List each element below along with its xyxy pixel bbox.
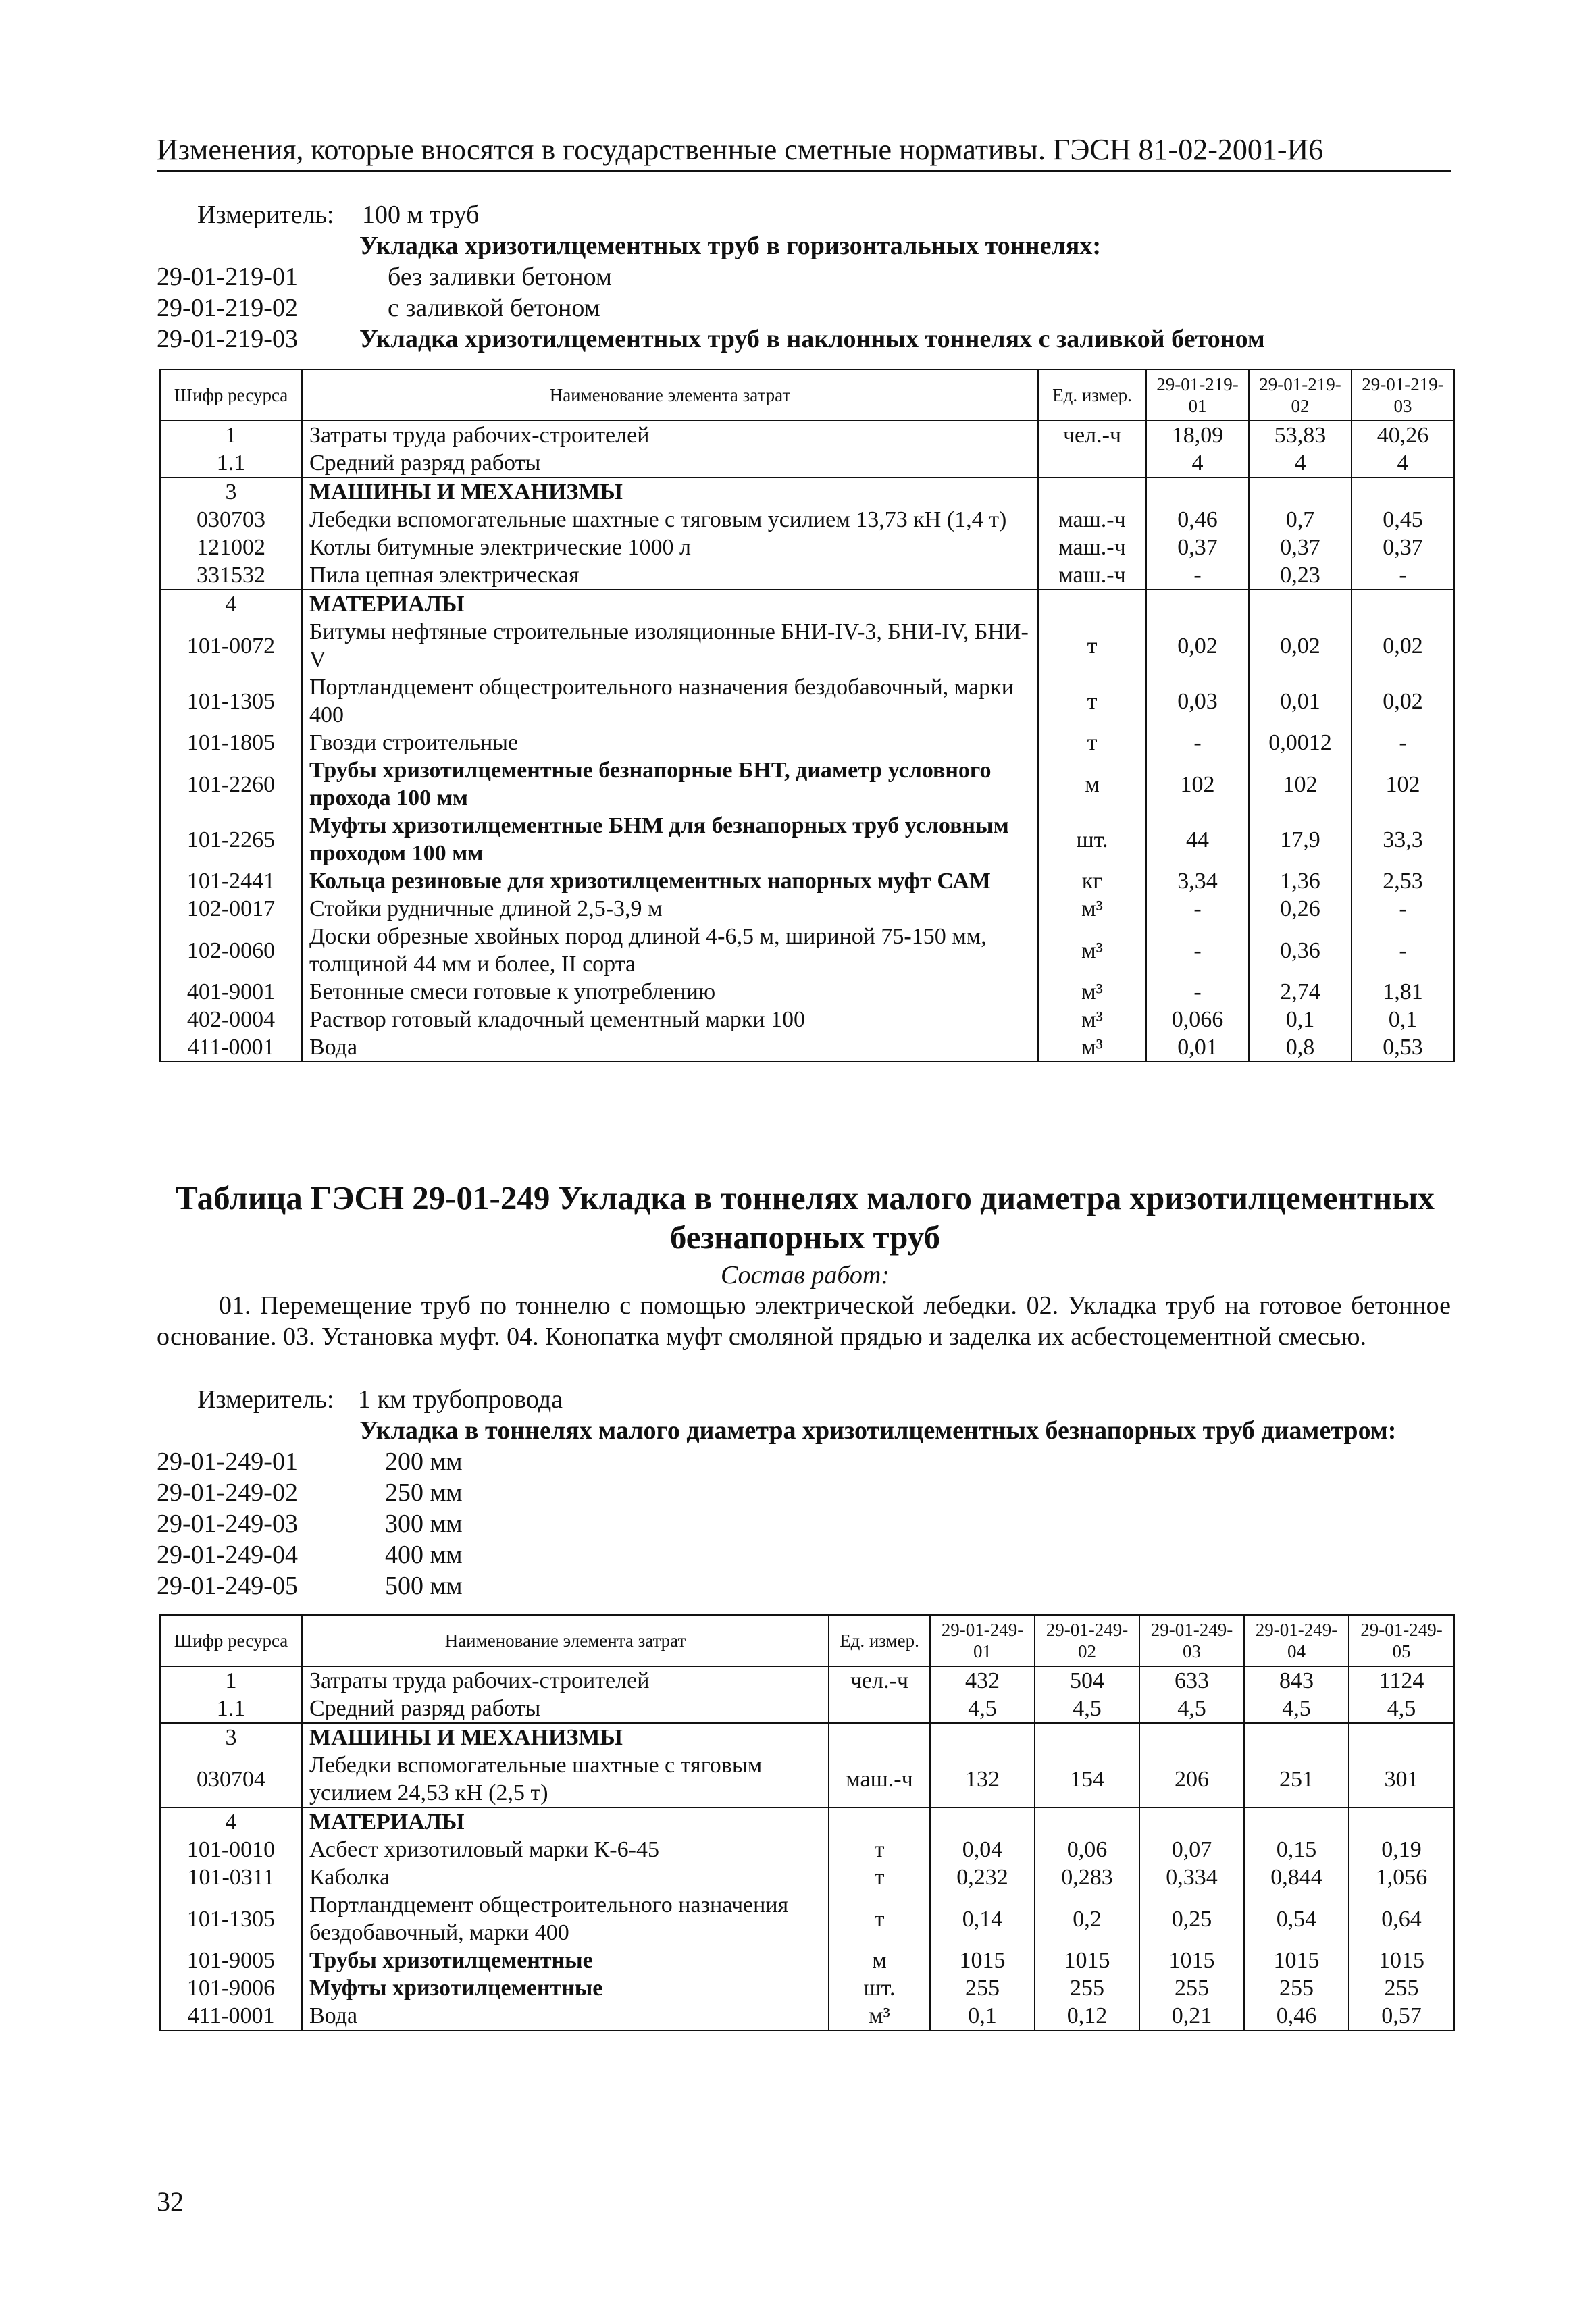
value-cell: 1,056 [1349, 1863, 1454, 1891]
value-cell: 1015 [930, 1947, 1035, 1974]
code-249-03: 29-01-249-03 [157, 1510, 298, 1538]
code-219-02-text: с заливкой бетоном [388, 294, 600, 322]
resource-table-219 [159, 369, 1455, 1062]
value-cell: 0,46 [1244, 2002, 1349, 2030]
unit-cell: м³ [1038, 923, 1146, 978]
resource-code-cell: 101-2260 [160, 756, 302, 812]
value-cell: 0,8 [1249, 1033, 1352, 1062]
value-cell [1139, 1807, 1244, 1836]
resource-code-cell: 101-9005 [160, 1947, 302, 1974]
code-249-04-text: 400 мм [385, 1541, 463, 1569]
value-cell [1139, 1723, 1244, 1751]
resource-code-cell: 101-9006 [160, 1974, 302, 2002]
unit-cell: чел.-ч [1038, 421, 1146, 449]
resource-code-cell: 101-1805 [160, 729, 302, 756]
code-249-02-text: 250 мм [385, 1479, 463, 1507]
value-cell: 0,02 [1352, 673, 1454, 729]
unit-cell: т [1038, 673, 1146, 729]
resource-code-cell: 401-9001 [160, 978, 302, 1006]
code-249-02: 29-01-249-02 [157, 1479, 298, 1507]
resource-name-cell: Затраты труда рабочих-строителей [302, 1666, 829, 1695]
resource-code-cell: 102-0017 [160, 895, 302, 923]
table-row [160, 1006, 1454, 1033]
table-row [160, 1863, 1454, 1891]
value-cell: 843 [1244, 1666, 1349, 1695]
value-cell: 0,37 [1249, 534, 1352, 561]
unit-cell [1038, 478, 1146, 506]
value-cell: 4 [1352, 449, 1454, 478]
resource-code-cell: 101-0311 [160, 1863, 302, 1891]
code-249-01-text: 200 мм [385, 1447, 463, 1476]
table-row [160, 1974, 1454, 2002]
resource-code-cell: 1 [160, 421, 302, 449]
unit-cell: маш.-ч [829, 1751, 930, 1807]
unit-cell: т [829, 1836, 930, 1863]
resource-code-cell: 102-0060 [160, 923, 302, 978]
value-cell [1249, 478, 1352, 506]
table-row [160, 923, 1454, 978]
col-header: 29-01-249-01 [930, 1615, 1035, 1666]
unit-cell: м³ [829, 2002, 930, 2030]
value-cell: 255 [1244, 1974, 1349, 2002]
unit-cell: м³ [1038, 1006, 1146, 1033]
col-header: Шифр ресурса [160, 1615, 302, 1666]
resource-name-cell: Вода [302, 2002, 829, 2030]
unit-cell: шт. [1038, 812, 1146, 867]
value-cell: 4 [1249, 449, 1352, 478]
code-249-04: 29-01-249-04 [157, 1541, 298, 1569]
unit-cell: м [829, 1947, 930, 1974]
value-cell: 0,37 [1146, 534, 1249, 561]
value-cell: 3,34 [1146, 867, 1249, 895]
value-cell: - [1146, 978, 1249, 1006]
value-cell [1249, 590, 1352, 618]
unit-cell [829, 1723, 930, 1751]
table-row [160, 1751, 1454, 1807]
value-cell: 0,232 [930, 1863, 1035, 1891]
value-cell: 0,15 [1244, 1836, 1349, 1863]
unit-cell: чел.-ч [829, 1666, 930, 1695]
resource-code-cell: 030703 [160, 506, 302, 534]
unit-cell: кг [1038, 867, 1146, 895]
table-row [160, 1723, 1454, 1751]
table-row [160, 1807, 1454, 1836]
resource-name-cell: Трубы хризотилцементные безнапорные БНТ, диаметр условного прохода 100 мм [302, 756, 1038, 812]
unit-cell: маш.-ч [1038, 506, 1146, 534]
value-cell: 0,14 [930, 1891, 1035, 1947]
header-rule [157, 170, 1451, 172]
value-cell: 255 [1349, 1974, 1454, 2002]
value-cell: 0,12 [1035, 2002, 1139, 2030]
value-cell: 0,07 [1139, 1836, 1244, 1863]
code-219-03: 29-01-219-03 [157, 325, 298, 353]
value-cell: - [1146, 895, 1249, 923]
value-cell: 18,09 [1146, 421, 1249, 449]
table-row [160, 729, 1454, 756]
col-header: 29-01-219-01 [1146, 369, 1249, 421]
value-cell: - [1352, 561, 1454, 590]
resource-name-cell: Кольца резиновые для хризотилцементных напорных муфт САМ [302, 867, 1038, 895]
unit-cell: м³ [1038, 895, 1146, 923]
table-row [160, 449, 1454, 478]
resource-code-cell: 1 [160, 1666, 302, 1695]
value-cell: 504 [1035, 1666, 1139, 1695]
resource-name-cell: Затраты труда рабочих-строителей [302, 421, 1038, 449]
resource-code-cell: 101-2265 [160, 812, 302, 867]
resource-code-cell: 1.1 [160, 449, 302, 478]
value-cell: 0,334 [1139, 1863, 1244, 1891]
code-219-02: 29-01-219-02 [157, 294, 298, 322]
resource-name-cell: Стойки рудничные длиной 2,5-3,9 м [302, 895, 1038, 923]
value-cell: 0,2 [1035, 1891, 1139, 1947]
value-cell: 102 [1249, 756, 1352, 812]
unit-cell: м³ [1038, 1033, 1146, 1062]
value-cell: 0,03 [1146, 673, 1249, 729]
table-row [160, 1695, 1454, 1723]
table-row [160, 1891, 1454, 1947]
table-row [160, 1666, 1454, 1695]
value-cell: 0,1 [1249, 1006, 1352, 1033]
table-row [160, 867, 1454, 895]
resource-name-cell: Асбест хризотиловый марки К-6-45 [302, 1836, 829, 1863]
value-cell: 154 [1035, 1751, 1139, 1807]
table-row [160, 478, 1454, 506]
value-cell [1146, 478, 1249, 506]
resource-name-cell: МАШИНЫ И МЕХАНИЗМЫ [302, 1723, 829, 1751]
value-cell: 1015 [1349, 1947, 1454, 1974]
value-cell: 251 [1244, 1751, 1349, 1807]
col-header: 29-01-249-02 [1035, 1615, 1139, 1666]
value-cell: 0,04 [930, 1836, 1035, 1863]
unit-cell: маш.-ч [1038, 534, 1146, 561]
value-cell: 102 [1146, 756, 1249, 812]
value-cell: 633 [1139, 1666, 1244, 1695]
value-cell [1244, 1807, 1349, 1836]
table-row [160, 756, 1454, 812]
value-cell: 1015 [1244, 1947, 1349, 1974]
resource-name-cell: Средний разряд работы [302, 449, 1038, 478]
table-row [160, 1033, 1454, 1062]
value-cell: 1015 [1139, 1947, 1244, 1974]
resource-code-cell: 101-0072 [160, 618, 302, 673]
resource-name-cell: Битумы нефтяные строительные изоляционные БНИ-IV-3, БНИ-IV, БНИ-V [302, 618, 1038, 673]
value-cell: 0,06 [1035, 1836, 1139, 1863]
table-row [160, 673, 1454, 729]
table-row [160, 618, 1454, 673]
code-219-03-text: Укладка хризотилцементных труб в наклонных тоннелях с заливкой бетоном [359, 325, 1265, 353]
value-cell: 4,5 [1035, 1695, 1139, 1723]
resource-code-cell: 4 [160, 590, 302, 618]
value-cell: 4 [1146, 449, 1249, 478]
value-cell [1349, 1723, 1454, 1751]
resource-code-cell: 101-1305 [160, 1891, 302, 1947]
value-cell: 2,74 [1249, 978, 1352, 1006]
resource-name-cell: Трубы хризотилцементные [302, 1947, 829, 1974]
resource-name-cell: МАШИНЫ И МЕХАНИЗМЫ [302, 478, 1038, 506]
unit-cell: маш.-ч [1038, 561, 1146, 590]
resource-name-cell: Пила цепная электрическая [302, 561, 1038, 590]
table-row [160, 812, 1454, 867]
value-cell: 206 [1139, 1751, 1244, 1807]
value-cell: 44 [1146, 812, 1249, 867]
value-cell: 1,81 [1352, 978, 1454, 1006]
value-cell: 0,283 [1035, 1863, 1139, 1891]
resource-name-cell: Доски обрезные хвойных пород длиной 4-6,5 м, шириной 75-150 мм, толщиной 44 мм и более, II сорта [302, 923, 1038, 978]
resource-code-cell: 101-0010 [160, 1836, 302, 1863]
table-row [160, 561, 1454, 590]
value-cell: 0,25 [1139, 1891, 1244, 1947]
value-cell: 0,57 [1349, 2002, 1454, 2030]
resource-code-cell: 411-0001 [160, 2002, 302, 2030]
meter-label-2: Измеритель: [197, 1385, 334, 1414]
col-header: 29-01-249-05 [1349, 1615, 1454, 1666]
unit-cell: т [829, 1891, 930, 1947]
value-cell: 1015 [1035, 1947, 1139, 1974]
table-row [160, 2002, 1454, 2030]
resource-name-cell: Портландцемент общестроительного назначения бездобавочный, марки 400 [302, 1891, 829, 1947]
value-cell [930, 1723, 1035, 1751]
value-cell: 432 [930, 1666, 1035, 1695]
value-cell: 0,64 [1349, 1891, 1454, 1947]
code-249-01: 29-01-249-01 [157, 1447, 298, 1476]
resource-code-cell: 121002 [160, 534, 302, 561]
value-cell: 4,5 [1244, 1695, 1349, 1723]
col-header: Ед. измер. [829, 1615, 930, 1666]
resource-name-cell: Бетонные смеси готовые к употреблению [302, 978, 1038, 1006]
resource-name-cell: Вода [302, 1033, 1038, 1062]
resource-code-cell: 411-0001 [160, 1033, 302, 1062]
code-249-05-text: 500 мм [385, 1572, 463, 1600]
value-cell: 132 [930, 1751, 1035, 1807]
table-row [160, 421, 1454, 449]
value-cell: - [1146, 729, 1249, 756]
value-cell: 0,1 [930, 2002, 1035, 2030]
unit-cell: м [1038, 756, 1146, 812]
code-249-05: 29-01-249-05 [157, 1572, 298, 1600]
section2-heading: Укладка в тоннелях малого диаметра хризотилцементных безнапорных труб диаметром: [359, 1416, 1397, 1445]
unit-cell: т [1038, 618, 1146, 673]
page-number: 32 [157, 2186, 184, 2217]
value-cell: 1,36 [1249, 867, 1352, 895]
value-cell: 0,46 [1146, 506, 1249, 534]
section1-heading: Укладка хризотилцементных труб в горизонтальных тоннелях: [359, 232, 1101, 260]
value-cell: 17,9 [1249, 812, 1352, 867]
value-cell: - [1352, 923, 1454, 978]
col-header: Ед. измер. [1038, 369, 1146, 421]
table-row [160, 534, 1454, 561]
resource-code-cell: 3 [160, 478, 302, 506]
value-cell: - [1352, 895, 1454, 923]
unit-cell: шт. [829, 1974, 930, 2002]
value-cell: 255 [930, 1974, 1035, 2002]
value-cell [930, 1807, 1035, 1836]
resource-table-249 [159, 1614, 1455, 2031]
resource-name-cell: Муфты хризотилцементные [302, 1974, 829, 2002]
resource-code-cell: 402-0004 [160, 1006, 302, 1033]
meter-value-2: 1 км трубопровода [358, 1385, 563, 1414]
value-cell: 0,23 [1249, 561, 1352, 590]
value-cell: 0,01 [1146, 1033, 1249, 1062]
value-cell: 0,19 [1349, 1836, 1454, 1863]
col-header: Шифр ресурса [160, 369, 302, 421]
value-cell: 0,02 [1249, 618, 1352, 673]
unit-cell [829, 1807, 930, 1836]
value-cell: 0,066 [1146, 1006, 1249, 1033]
resource-name-cell: МАТЕРИАЛЫ [302, 590, 1038, 618]
value-cell: 4,5 [1139, 1695, 1244, 1723]
sostav-label: Состав работ: [720, 1261, 890, 1289]
resource-code-cell: 3 [160, 1723, 302, 1751]
value-cell: 40,26 [1352, 421, 1454, 449]
meter-value-1: 100 м труб [362, 201, 480, 229]
resource-name-cell: Гвозди строительные [302, 729, 1038, 756]
value-cell: 1124 [1349, 1666, 1454, 1695]
unit-cell [829, 1695, 930, 1723]
resource-name-cell: Котлы битумные электрические 1000 л [302, 534, 1038, 561]
col-header: 29-01-219-02 [1249, 369, 1352, 421]
resource-name-cell: Раствор готовый кладочный цементный марки 100 [302, 1006, 1038, 1033]
meter-label-1: Измеритель: [197, 201, 334, 229]
resource-code-cell: 030704 [160, 1751, 302, 1807]
col-header: Наименование элемента затрат [302, 369, 1038, 421]
value-cell: 4,5 [1349, 1695, 1454, 1723]
value-cell [1352, 590, 1454, 618]
table-title: Таблица ГЭСН 29-01-249 Укладка в тоннелях малого диаметра хризотилцементных безнапорных труб [176, 1179, 1435, 1256]
value-cell: 0,26 [1249, 895, 1352, 923]
resource-name-cell: Портландцемент общестроительного назначения бездобавочный, марки 400 [302, 673, 1038, 729]
value-cell [1244, 1723, 1349, 1751]
value-cell [1349, 1807, 1454, 1836]
unit-cell: м³ [1038, 978, 1146, 1006]
resource-name-cell: Средний разряд работы [302, 1695, 829, 1723]
value-cell: 0,7 [1249, 506, 1352, 534]
value-cell: 33,3 [1352, 812, 1454, 867]
value-cell: 255 [1035, 1974, 1139, 2002]
value-cell: 53,83 [1249, 421, 1352, 449]
value-cell: 0,02 [1352, 618, 1454, 673]
col-header: 29-01-219-03 [1352, 369, 1454, 421]
col-header: Наименование элемента затрат [302, 1615, 829, 1666]
sostav-text: 01. Перемещение труб по тоннелю с помощью электрической лебедки. 02. Укладка труб на готовое бетонное основание. 03. Установка муфт. 04. Конопатка муфт смоляной прядью и заделка их асбестоцементной смесью. [157, 1291, 1451, 1351]
value-cell [1035, 1723, 1139, 1751]
value-cell: 301 [1349, 1751, 1454, 1807]
value-cell: - [1352, 729, 1454, 756]
value-cell [1352, 478, 1454, 506]
value-cell: 0,36 [1249, 923, 1352, 978]
col-header: 29-01-249-04 [1244, 1615, 1349, 1666]
value-cell: 102 [1352, 756, 1454, 812]
value-cell: 0,54 [1244, 1891, 1349, 1947]
code-219-01-text: без заливки бетоном [388, 263, 612, 291]
value-cell: 0,844 [1244, 1863, 1349, 1891]
value-cell: 0,0012 [1249, 729, 1352, 756]
resource-code-cell: 101-1305 [160, 673, 302, 729]
value-cell: 2,53 [1352, 867, 1454, 895]
resource-name-cell: МАТЕРИАЛЫ [302, 1807, 829, 1836]
table-row [160, 1836, 1454, 1863]
value-cell: 0,21 [1139, 2002, 1244, 2030]
value-cell: 0,02 [1146, 618, 1249, 673]
resource-code-cell: 1.1 [160, 1695, 302, 1723]
value-cell: 0,45 [1352, 506, 1454, 534]
resource-name-cell: Муфты хризотилцементные БНМ для безнапорных труб условным проходом 100 мм [302, 812, 1038, 867]
value-cell: 0,01 [1249, 673, 1352, 729]
table-row [160, 895, 1454, 923]
value-cell: 4,5 [930, 1695, 1035, 1723]
value-cell: 0,37 [1352, 534, 1454, 561]
value-cell [1035, 1807, 1139, 1836]
table-row [160, 978, 1454, 1006]
resource-code-cell: 331532 [160, 561, 302, 590]
value-cell: 0,1 [1352, 1006, 1454, 1033]
value-cell: 255 [1139, 1974, 1244, 2002]
resource-name-cell: Лебедки вспомогательные шахтные с тяговым усилием 13,73 кН (1,4 т) [302, 506, 1038, 534]
table-row [160, 1947, 1454, 1974]
value-cell: - [1146, 561, 1249, 590]
table-row [160, 590, 1454, 618]
resource-name-cell: Лебедки вспомогательные шахтные с тяговым усилием 24,53 кН (2,5 т) [302, 1751, 829, 1807]
value-cell [1146, 590, 1249, 618]
col-header: 29-01-249-03 [1139, 1615, 1244, 1666]
unit-cell [1038, 590, 1146, 618]
code-249-03-text: 300 мм [385, 1510, 463, 1538]
value-cell: 0,53 [1352, 1033, 1454, 1062]
resource-code-cell: 101-2441 [160, 867, 302, 895]
value-cell: - [1146, 923, 1249, 978]
resource-name-cell: Каболка [302, 1863, 829, 1891]
unit-cell: т [1038, 729, 1146, 756]
code-219-01: 29-01-219-01 [157, 263, 298, 291]
resource-code-cell: 4 [160, 1807, 302, 1836]
unit-cell [1038, 449, 1146, 478]
running-header: Изменения, которые вносятся в государственные сметные нормативы. ГЭСН 81-02-2001-И6 [157, 133, 1324, 166]
table-row [160, 506, 1454, 534]
unit-cell: т [829, 1863, 930, 1891]
